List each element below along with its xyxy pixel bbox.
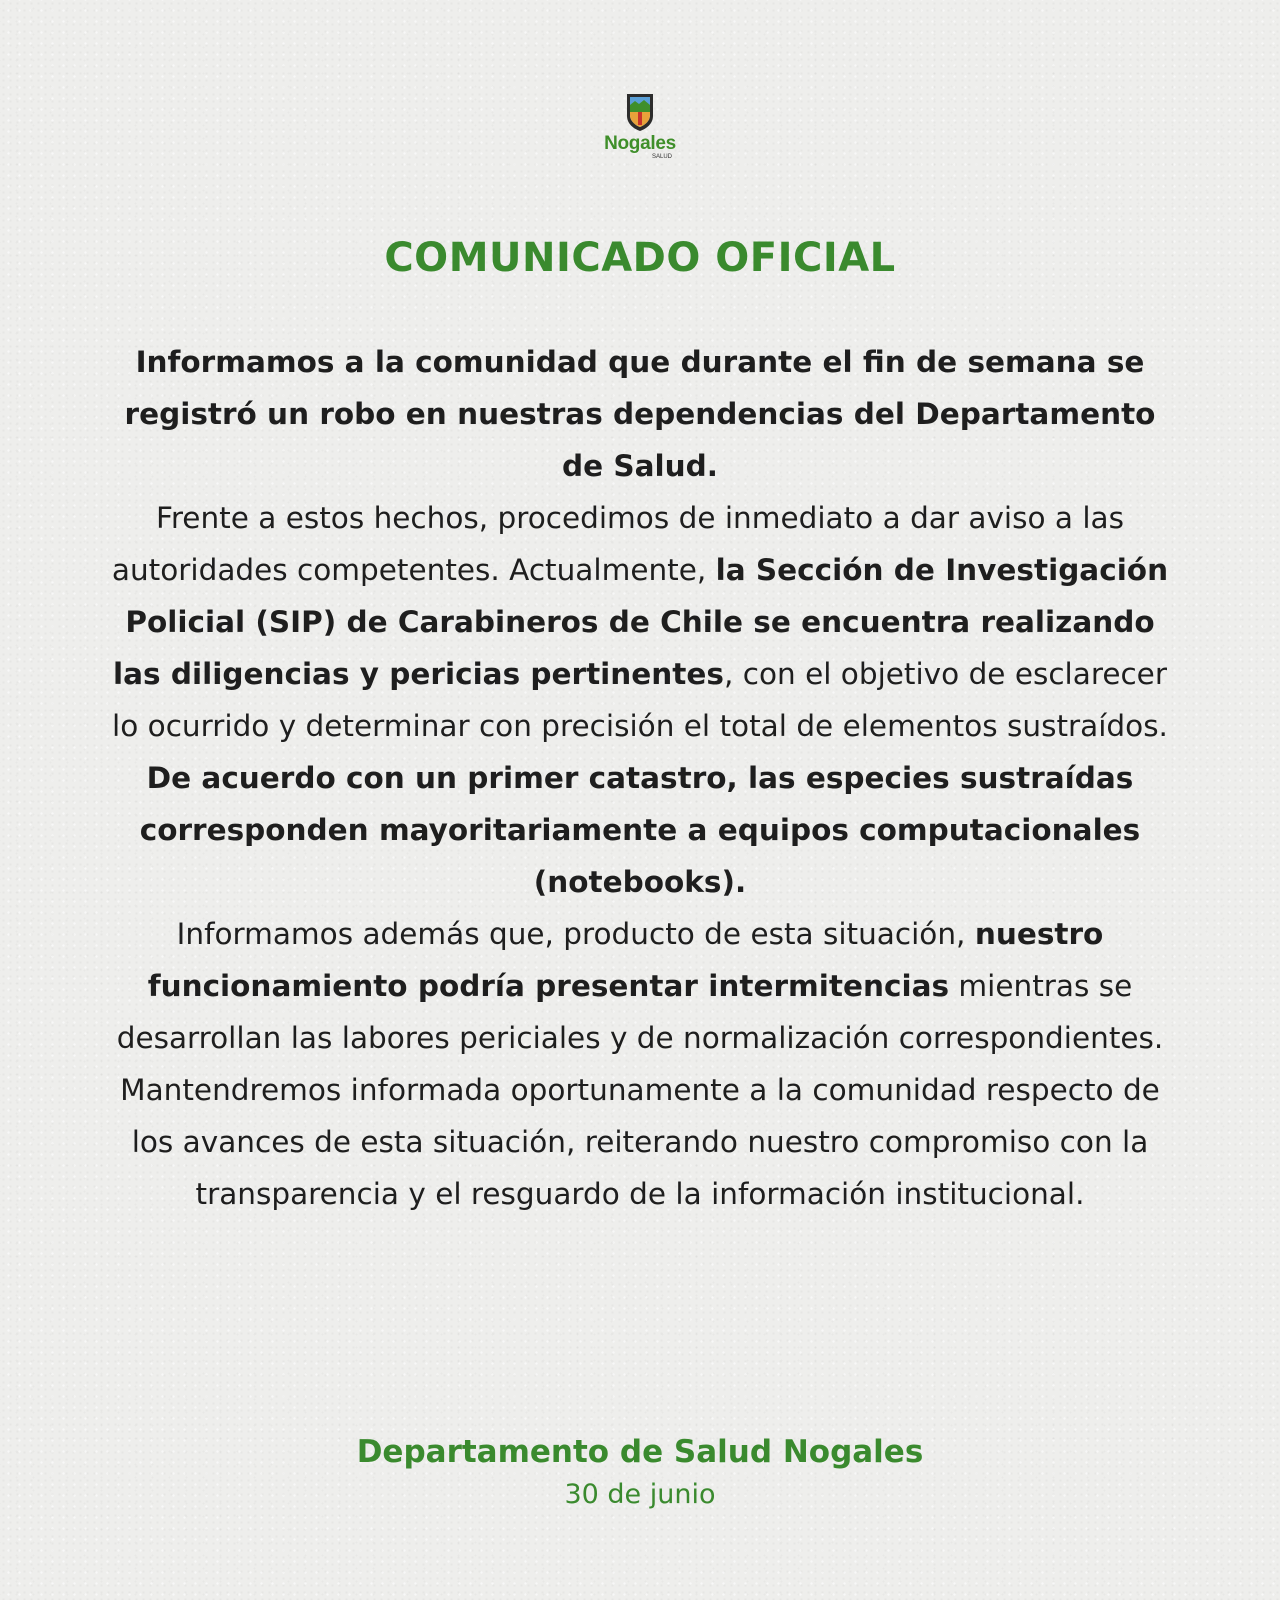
paragraph-2-bold-a: la Sección de Investigación Policial (SIP) de Carabineros de Chile se encuentra realizando las diligencias y pericias pertinentes [113, 553, 1169, 691]
paragraph-2 [110, 492, 1170, 908]
paragraph-2-text-b: , con el objetivo de esclarecer lo ocurrido y determinar con precisión el total de elementos sustraídos. [112, 657, 1168, 743]
paragraph-3-bold: nuestro funcionamiento podría presentar intermitencias [147, 917, 1104, 1003]
paragraph-3-text-b: mientras se desarrollan las labores periciales y de normalización correspondientes. [116, 969, 1164, 1055]
paragraph-2-text-a: Frente a estos hechos, procedimos de inmediato a dar aviso a las autoridades competentes. Actualmente, [111, 501, 1124, 587]
municipal-crest-icon [624, 92, 656, 132]
paragraph-3-text-a: Informamos además que, producto de esta situación, [176, 917, 975, 951]
paragraph-1-bold: Informamos a la comunidad que durante el fin de semana se registró un robo en nuestras dependencias del Departamento de Salud. [124, 345, 1156, 483]
paragraph-1 [110, 336, 1170, 492]
announcement-body [110, 336, 1170, 1220]
paragraph-2-bold-b: De acuerdo con un primer catastro, las especies sustraídas corresponden mayoritariamente a equipos computacionales (notebooks). [139, 761, 1141, 899]
signature: Departamento de Salud Nogales [356, 1434, 924, 1470]
paragraph-3 [110, 908, 1170, 1064]
paragraph-4 [110, 1064, 1170, 1220]
page-title: COMUNICADO OFICIAL [384, 235, 896, 281]
nogales-salud-logo [590, 92, 690, 168]
logo-name: Nogales [604, 133, 676, 154]
paragraph-4-text: Mantendremos informada oportunamente a la comunidad respecto de los avances de esta situación, reiterando nuestro compromiso con la transparencia y el resguardo de la información institucional. [120, 1073, 1160, 1211]
logo-subtitle: SALUD [652, 154, 673, 160]
date: 30 de junio [564, 1479, 716, 1510]
